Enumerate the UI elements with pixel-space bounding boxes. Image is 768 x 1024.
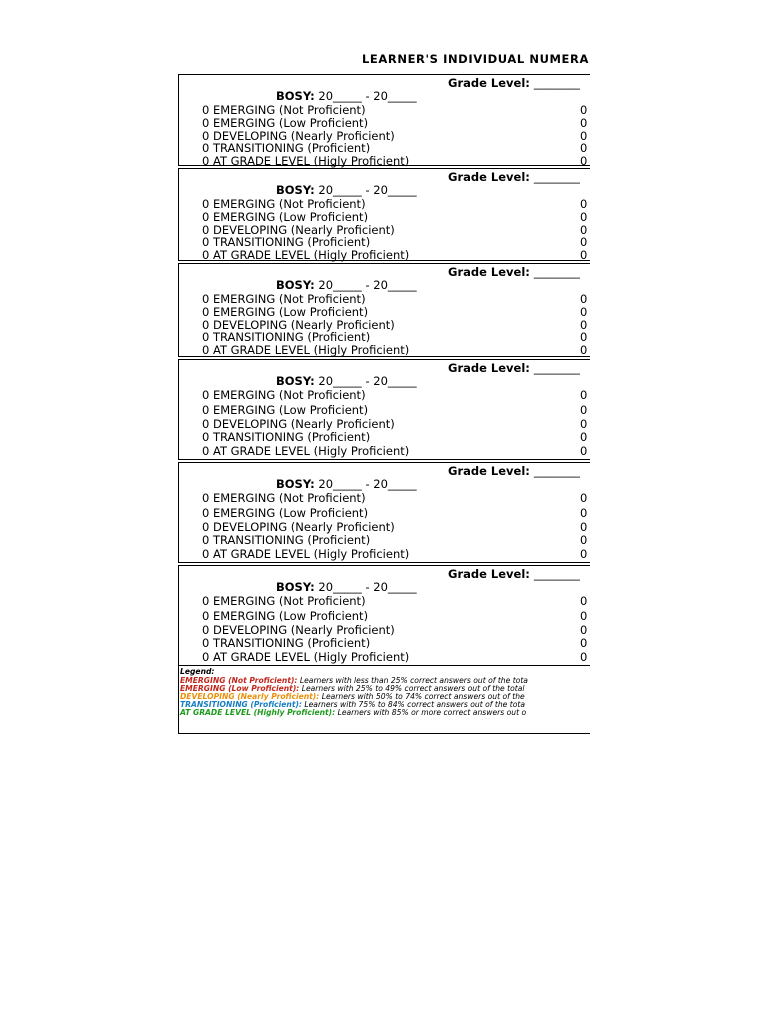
level-count: 0 [202, 403, 210, 417]
level-label: TRANSITIONING (Proficient) [212, 141, 371, 155]
level-count: 0 [202, 141, 210, 155]
level-right-value: 0 [580, 318, 588, 332]
legend-desc: Learners with 50% to 74% correct answers out of the [319, 692, 525, 701]
assessment-block [178, 462, 590, 563]
level-label: EMERGING (Not Proficient) [212, 292, 366, 306]
bosy-value: 20_____ - 20_____ [318, 374, 417, 388]
legend-title: Legend: [180, 667, 215, 676]
legend-term: DEVELOPING (Nearly Proficient): [180, 692, 320, 701]
level-count: 0 [202, 430, 210, 444]
bosy-label: BOSY: [276, 477, 315, 491]
level-label: TRANSITIONING (Proficient) [212, 330, 371, 344]
grade-level-blank: ________ [533, 265, 580, 279]
level-count: 0 [202, 210, 210, 224]
bosy-value: 20_____ - 20_____ [318, 183, 417, 197]
level-count: 0 [202, 129, 210, 143]
level-label: EMERGING (Low Proficient) [212, 506, 369, 520]
grade-level [448, 464, 580, 478]
level-row [202, 533, 370, 547]
assessment-block [178, 168, 590, 261]
level-row [202, 197, 366, 211]
level-row [202, 491, 366, 505]
level-count: 0 [202, 116, 210, 130]
level-right-value: 0 [580, 533, 588, 547]
level-right-value: 0 [580, 623, 588, 637]
bosy-label: BOSY: [276, 374, 315, 388]
level-count: 0 [202, 330, 210, 344]
legend-term: TRANSITIONING (Proficient): [180, 700, 302, 709]
bosy-label: BOSY: [276, 89, 315, 103]
level-count: 0 [202, 609, 210, 623]
grade-level [448, 567, 580, 581]
level-right-value: 0 [580, 444, 588, 458]
level-label: EMERGING (Not Proficient) [212, 594, 366, 608]
level-label: EMERGING (Not Proficient) [212, 491, 366, 505]
grade-level-label: Grade Level: [448, 567, 530, 581]
level-row [202, 103, 366, 117]
level-right-value: 0 [580, 330, 588, 344]
level-count: 0 [202, 417, 210, 431]
level-label: EMERGING (Low Proficient) [212, 116, 369, 130]
grade-level [448, 265, 580, 279]
level-row [202, 444, 409, 458]
level-right-value: 0 [580, 103, 588, 117]
grade-level-label: Grade Level: [448, 265, 530, 279]
level-right-value: 0 [580, 520, 588, 534]
level-count: 0 [202, 444, 210, 458]
level-row [202, 248, 409, 262]
grade-level [448, 76, 580, 90]
level-label: DEVELOPING (Nearly Proficient) [212, 223, 395, 237]
legend-term: AT GRADE LEVEL (Highly Proficient): [180, 708, 336, 717]
level-row [202, 520, 395, 534]
level-right-value: 0 [580, 223, 588, 237]
level-label: EMERGING (Not Proficient) [212, 388, 366, 402]
level-right-value: 0 [580, 141, 588, 155]
level-right-value: 0 [580, 547, 588, 561]
bosy-line [276, 477, 417, 491]
bosy-label: BOSY: [276, 580, 315, 594]
level-row [202, 594, 366, 608]
level-row [202, 403, 368, 417]
bosy-value: 20_____ - 20_____ [318, 580, 417, 594]
level-right-value: 0 [580, 506, 588, 520]
bosy-line [276, 183, 417, 197]
grade-level-label: Grade Level: [448, 170, 530, 184]
grade-level-label: Grade Level: [448, 76, 530, 90]
grade-level [448, 361, 580, 375]
level-row [202, 609, 368, 623]
level-right-value: 0 [580, 403, 588, 417]
legend-desc: Learners with 85% or more correct answers out o [335, 708, 527, 717]
bosy-line [276, 89, 417, 103]
bosy-line [276, 278, 417, 292]
level-right-value: 0 [580, 343, 588, 357]
grade-level-blank: ________ [533, 170, 580, 184]
level-count: 0 [202, 305, 210, 319]
level-row [202, 330, 370, 344]
level-count: 0 [202, 292, 210, 306]
level-right-value: 0 [580, 491, 588, 505]
level-count: 0 [202, 103, 210, 117]
bosy-label: BOSY: [276, 183, 315, 197]
report-sheet [178, 74, 590, 734]
assessment-block [178, 359, 590, 460]
legend-desc: Learners with 25% to 49% correct answers out of the total [299, 684, 525, 693]
level-label: DEVELOPING (Nearly Proficient) [212, 520, 395, 534]
level-row [202, 636, 370, 650]
level-row [202, 235, 370, 249]
level-label: AT GRADE LEVEL (Higly Proficient) [212, 343, 410, 357]
level-row [202, 154, 409, 168]
level-row [202, 650, 409, 664]
level-right-value: 0 [580, 305, 588, 319]
grade-level-blank: ________ [533, 567, 580, 581]
level-right-value: 0 [580, 292, 588, 306]
level-label: AT GRADE LEVEL (Higly Proficient) [212, 444, 410, 458]
grade-level-blank: ________ [533, 76, 580, 90]
bosy-label: BOSY: [276, 278, 315, 292]
level-row [202, 292, 366, 306]
bosy-line [276, 580, 417, 594]
bosy-line [276, 374, 417, 388]
level-count: 0 [202, 343, 210, 357]
level-count: 0 [202, 650, 210, 664]
level-right-value: 0 [580, 388, 588, 402]
level-row [202, 417, 395, 431]
level-label: EMERGING (Low Proficient) [212, 210, 369, 224]
level-label: DEVELOPING (Nearly Proficient) [212, 129, 395, 143]
page-title: LEARNER'S INDIVIDUAL NUMERA [362, 52, 589, 66]
level-row [202, 141, 370, 155]
grade-level-blank: ________ [533, 361, 580, 375]
bosy-value: 20_____ - 20_____ [318, 89, 417, 103]
legend-term: EMERGING (Low Proficient): [180, 684, 300, 693]
level-right-value: 0 [580, 594, 588, 608]
level-count: 0 [202, 491, 210, 505]
level-row [202, 388, 366, 402]
level-count: 0 [202, 636, 210, 650]
level-count: 0 [202, 248, 210, 262]
level-label: TRANSITIONING (Proficient) [212, 636, 371, 650]
level-right-value: 0 [580, 248, 588, 262]
level-row [202, 305, 368, 319]
level-right-value: 0 [580, 430, 588, 444]
grade-level-label: Grade Level: [448, 464, 530, 478]
assessment-block [178, 565, 590, 666]
level-right-value: 0 [580, 116, 588, 130]
level-label: DEVELOPING (Nearly Proficient) [212, 417, 395, 431]
level-label: DEVELOPING (Nearly Proficient) [212, 318, 395, 332]
level-right-value: 0 [580, 210, 588, 224]
level-count: 0 [202, 547, 210, 561]
level-count: 0 [202, 154, 210, 168]
level-count: 0 [202, 318, 210, 332]
level-row [202, 430, 370, 444]
level-label: EMERGING (Low Proficient) [212, 403, 369, 417]
level-label: DEVELOPING (Nearly Proficient) [212, 623, 395, 637]
level-row [202, 547, 409, 561]
legend-item [180, 708, 526, 717]
level-count: 0 [202, 594, 210, 608]
level-row [202, 116, 368, 130]
legend-desc: Learners with less than 25% correct answers out of the tota [297, 676, 528, 685]
level-label: TRANSITIONING (Proficient) [212, 533, 371, 547]
level-count: 0 [202, 623, 210, 637]
level-row [202, 506, 368, 520]
level-right-value: 0 [580, 636, 588, 650]
legend-term: EMERGING (Not Proficient): [180, 676, 298, 685]
level-count: 0 [202, 388, 210, 402]
level-label: AT GRADE LEVEL (Higly Proficient) [212, 650, 410, 664]
legend [178, 666, 590, 734]
level-count: 0 [202, 520, 210, 534]
grade-level-blank: ________ [533, 464, 580, 478]
bosy-value: 20_____ - 20_____ [318, 278, 417, 292]
level-right-value: 0 [580, 235, 588, 249]
level-right-value: 0 [580, 129, 588, 143]
level-label: EMERGING (Low Proficient) [212, 305, 369, 319]
level-label: AT GRADE LEVEL (Higly Proficient) [212, 547, 410, 561]
level-count: 0 [202, 223, 210, 237]
level-label: AT GRADE LEVEL (Higly Proficient) [212, 248, 410, 262]
level-label: AT GRADE LEVEL (Higly Proficient) [212, 154, 410, 168]
legend-desc: Learners with 75% to 84% correct answers out of the tota [301, 700, 525, 709]
level-count: 0 [202, 506, 210, 520]
level-right-value: 0 [580, 650, 588, 664]
grade-level-label: Grade Level: [448, 361, 530, 375]
level-right-value: 0 [580, 197, 588, 211]
bosy-value: 20_____ - 20_____ [318, 477, 417, 491]
assessment-block [178, 263, 590, 357]
level-right-value: 0 [580, 154, 588, 168]
level-row [202, 623, 395, 637]
level-label: TRANSITIONING (Proficient) [212, 430, 371, 444]
level-count: 0 [202, 197, 210, 211]
assessment-block [178, 74, 590, 166]
level-count: 0 [202, 235, 210, 249]
level-label: EMERGING (Not Proficient) [212, 103, 366, 117]
level-label: EMERGING (Low Proficient) [212, 609, 369, 623]
level-label: TRANSITIONING (Proficient) [212, 235, 371, 249]
level-right-value: 0 [580, 417, 588, 431]
level-row [202, 210, 368, 224]
level-label: EMERGING (Not Proficient) [212, 197, 366, 211]
level-right-value: 0 [580, 609, 588, 623]
level-row [202, 343, 409, 357]
level-count: 0 [202, 533, 210, 547]
grade-level [448, 170, 580, 184]
